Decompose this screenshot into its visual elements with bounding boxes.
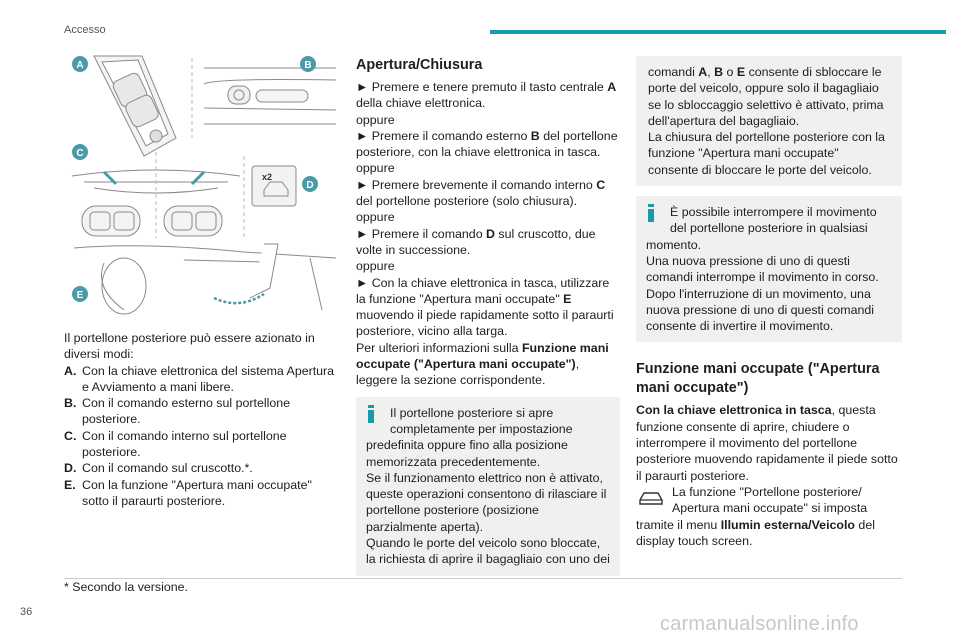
settings-note: La funzione "Portellone posteriore/ Apertura mani occupate" si imposta tramite il menu Illumin esterna/Veicolo del display touch screen. <box>636 484 875 548</box>
label-b <box>300 56 316 72</box>
step-exterior-handle: ► Premere il comando esterno B del portellone posteriore, con la chiave elettronica in tasca. <box>356 128 618 160</box>
label-d <box>302 176 318 192</box>
info-icon <box>646 204 656 222</box>
svg-text:A: A <box>76 60 84 71</box>
info-box-opening: Il portellone posteriore si apre completamente per impostazione predefinita oppure fino alla posizione memorizzata precedentemente. Se il funzionamento elettrico non è attivato, queste operazioni consentono di rilasciare il portellone posteriore (posizione parzialmente aperta). Quando le porte del veicolo sono bloccate, la richiesta di aprire il bagagliaio con uno dei <box>356 397 620 576</box>
list-item: D. Con il comando sul cruscotto.*. <box>64 461 253 476</box>
or-text: oppure <box>356 259 395 274</box>
watermark: carmanualsonline.info <box>660 613 859 635</box>
label-c <box>72 144 88 160</box>
footnote: * Secondo la versione. <box>64 580 188 594</box>
intro-block <box>64 330 336 509</box>
car-tailgate-icon <box>636 486 666 508</box>
info-box-interrupt: È possibile interrompere il movimento del portellone posteriore in qualsiasi momento. Una nuova pressione di uno di questi comandi interrompe il movimento in corso. Dopo l'interruzione di un movimento, una nuova pressione di uno di questi comandi consente di invertire il movimento. <box>636 196 902 342</box>
svg-text:C: C <box>76 148 84 159</box>
footnote-rule <box>64 578 902 579</box>
column-opening-closing <box>356 56 620 576</box>
info-box-continued: comandi A, B o E consente di sbloccare le porte del veicolo, oppure solo il bagagliaio se lo sbloccaggio selettivo è attivato, prima dell'apertura del bagagliaio. La chiusura del portellone posteriore con la funzione "Apertura mani occupate" consente di bloccare le porte del veicolo. <box>636 56 902 186</box>
label-e <box>72 286 88 302</box>
header-rule <box>490 30 946 34</box>
step-hands-free: ► Con la chiave elettronica in tasca, utilizzare la funzione "Apertura mani occupate" E muovendo il piede rapidamente sotto il paraurti posteriore, vicino alla targa. <box>356 275 614 339</box>
or-text: oppure <box>356 161 395 176</box>
hands-free-bumper-illustration <box>74 244 336 314</box>
more-info-text: Per ulteriori informazioni sulla Funzione mani occupate ("Apertura mani occupate"), leggere la sezione corrispondente. <box>356 340 609 388</box>
key-fob-illustration <box>94 56 176 156</box>
list-item: E. Con la funzione "Apertura mani occupate" sotto il paraurti posteriore. <box>64 477 312 508</box>
step-interior-button: ► Premere brevemente il comando interno C del portellone posteriore (solo chiusura). <box>356 177 606 209</box>
hands-free-description: Con la chiave elettronica in tasca, questa funzione consente di aprire, chiudere o interrompere il movimento del portellone posteriore muovendo rapidamente il piede sotto il paraurti posteriore. <box>636 403 898 483</box>
list-item: A. Con la chiave elettronica del sistema Apertura e Avviamento a mani libere. <box>64 363 335 394</box>
intro-text: Il portellone posteriore può essere azionato in diversi modi: <box>64 331 315 362</box>
list-item: B. Con il comando esterno sul portellone posteriore. <box>64 396 291 427</box>
step-key-fob: ► Premere e tenere premuto il tasto centrale A della chiave elettronica. <box>356 80 617 111</box>
column-hands-free <box>636 56 902 549</box>
svg-text:E: E <box>76 290 84 301</box>
page-number: 36 <box>20 606 33 618</box>
method-list <box>64 363 336 510</box>
label-a <box>72 56 88 72</box>
or-text: oppure <box>356 112 395 127</box>
dashboard-button-illustration <box>252 166 296 206</box>
step-dashboard-button: ► Premere il comando D sul cruscotto, due volte in successione. <box>356 226 596 257</box>
info-icon <box>366 405 376 423</box>
section-header: Accesso <box>64 24 106 36</box>
svg-text:B: B <box>304 60 312 71</box>
svg-text:D: D <box>306 180 314 191</box>
exterior-handle-illustration <box>204 68 336 124</box>
tailgate-controls-illustration <box>64 48 336 318</box>
section-title-opening-closing: Apertura/Chiusura <box>356 57 483 73</box>
badge-x2: x2 <box>262 172 273 182</box>
or-text: oppure <box>356 210 395 225</box>
section-title-hands-free: Funzione mani occupate ("Apertura mani occupate") <box>636 361 880 397</box>
list-item: C. Con il comando interno sul portellone posteriore. <box>64 428 287 460</box>
